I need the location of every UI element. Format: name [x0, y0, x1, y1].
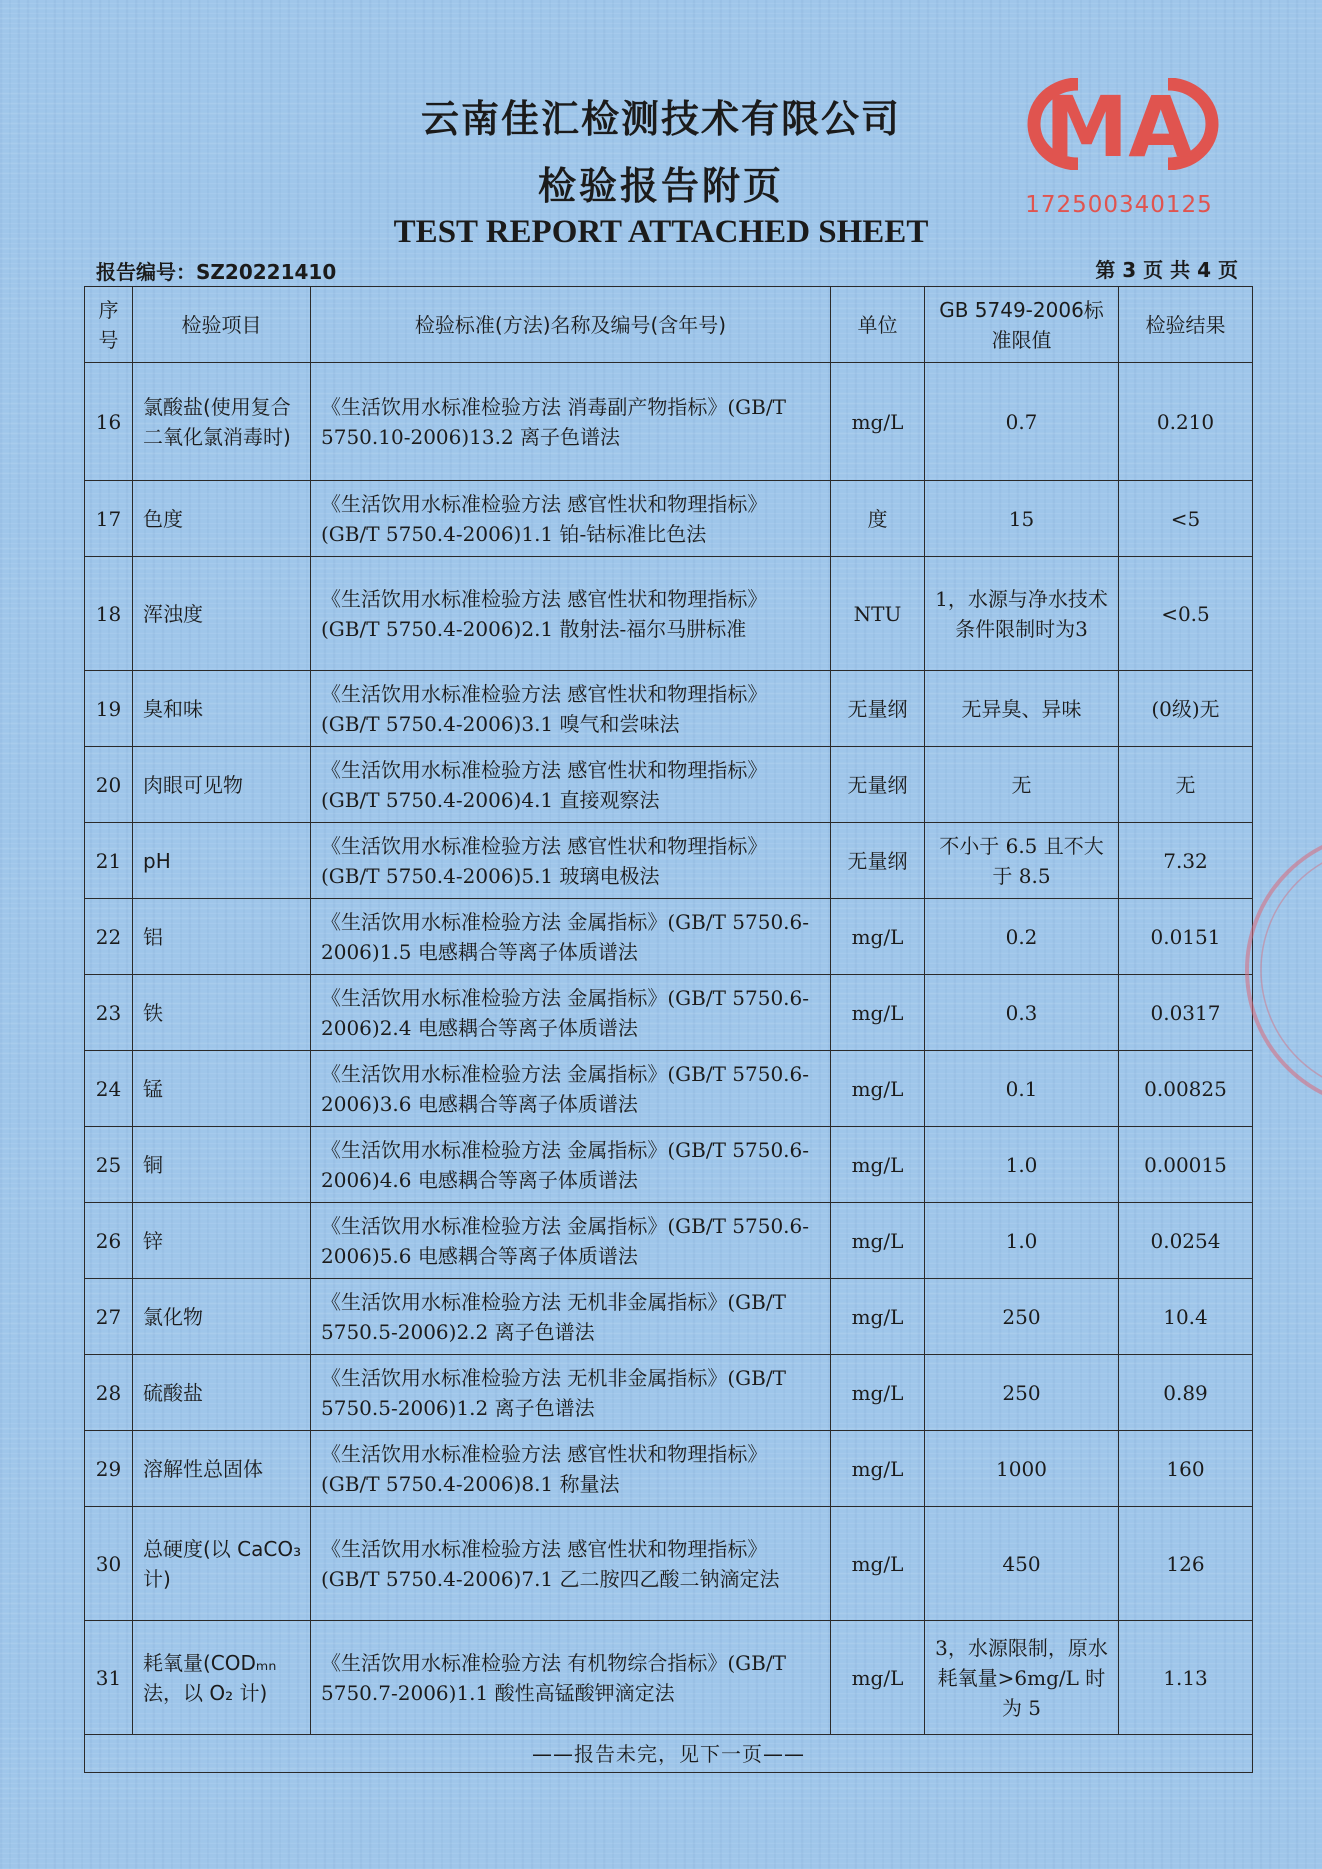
cma-number: 172500340125 — [1025, 192, 1213, 218]
cell-unit: mg/L — [831, 1431, 925, 1507]
cell-no: 28 — [85, 1355, 133, 1431]
cell-unit: mg/L — [831, 975, 925, 1051]
cell-no: 25 — [85, 1127, 133, 1203]
results-table — [84, 286, 1253, 1773]
cell-unit: mg/L — [831, 1051, 925, 1127]
table-footer-row — [85, 1735, 1253, 1773]
cell-method: 《生活饮用水标准检验方法 感官性状和物理指标》(GB/T 5750.4-2006)3.1 嗅气和尝味法 — [311, 671, 831, 747]
table-row — [85, 1279, 1253, 1355]
cell-item: 氯化物 — [133, 1279, 311, 1355]
cell-method: 《生活饮用水标准检验方法 感官性状和物理指标》(GB/T 5750.4-2006)5.1 玻璃电极法 — [311, 823, 831, 899]
cell-item: 浑浊度 — [133, 557, 311, 671]
cell-result: 160 — [1119, 1431, 1253, 1507]
cell-limit: 250 — [925, 1355, 1119, 1431]
table-row — [85, 899, 1253, 975]
table-row — [85, 1051, 1253, 1127]
report-title-en: TEST REPORT ATTACHED SHEET — [393, 214, 929, 250]
cell-unit: mg/L — [831, 1279, 925, 1355]
cell-unit: mg/L — [831, 1127, 925, 1203]
cell-no: 19 — [85, 671, 133, 747]
cell-unit: mg/L — [831, 1507, 925, 1621]
cell-unit: 无量纲 — [831, 823, 925, 899]
cell-item: 耗氧量(CODₘₙ法，以 O₂ 计) — [133, 1621, 311, 1735]
company-name: 云南佳汇检测技术有限公司 — [420, 97, 901, 141]
cell-limit: 0.2 — [925, 899, 1119, 975]
cell-result: 1.13 — [1119, 1621, 1253, 1735]
cell-limit: 0.7 — [925, 363, 1119, 481]
report-title-cn: 检验报告附页 — [537, 164, 784, 208]
cell-result: 0.00015 — [1119, 1127, 1253, 1203]
table-row — [85, 1127, 1253, 1203]
cell-limit: 1000 — [925, 1431, 1119, 1507]
cell-method: 《生活饮用水标准检验方法 感官性状和物理指标》(GB/T 5750.4-2006)8.1 称量法 — [311, 1431, 831, 1507]
cell-no: 16 — [85, 363, 133, 481]
cell-limit: 3，水源限制，原水耗氧量>6mg/L 时为 5 — [925, 1621, 1119, 1735]
table-row — [85, 1621, 1253, 1735]
page-info: 第 3 页 共 4 页 — [1095, 258, 1238, 282]
column-header: 单位 — [831, 287, 925, 363]
cell-limit: 无 — [925, 747, 1119, 823]
cell-result: 10.4 — [1119, 1279, 1253, 1355]
cell-method: 《生活饮用水标准检验方法 金属指标》(GB/T 5750.6-2006)1.5 电感耦合等离子体质谱法 — [311, 899, 831, 975]
cell-item: 肉眼可见物 — [133, 747, 311, 823]
cell-method: 《生活饮用水标准检验方法 感官性状和物理指标》(GB/T 5750.4-2006)1.1 铂-钴标准比色法 — [311, 481, 831, 557]
cell-result: 0.0151 — [1119, 899, 1253, 975]
cell-limit: 450 — [925, 1507, 1119, 1621]
cell-unit: mg/L — [831, 899, 925, 975]
column-header: 检验结果 — [1119, 287, 1253, 363]
cell-result: 0.00825 — [1119, 1051, 1253, 1127]
cell-item: 铜 — [133, 1127, 311, 1203]
table-row — [85, 1431, 1253, 1507]
cell-item: 色度 — [133, 481, 311, 557]
cell-no: 27 — [85, 1279, 133, 1355]
cell-unit: NTU — [831, 557, 925, 671]
cell-no: 31 — [85, 1621, 133, 1735]
cell-item: 总硬度(以 CaCO₃ 计) — [133, 1507, 311, 1621]
cell-unit: 无量纲 — [831, 747, 925, 823]
cell-method: 《生活饮用水标准检验方法 金属指标》(GB/T 5750.6-2006)2.4 电感耦合等离子体质谱法 — [311, 975, 831, 1051]
cell-result: 7.32 — [1119, 823, 1253, 899]
cell-method: 《生活饮用水标准检验方法 无机非金属指标》(GB/T 5750.5-2006)2.2 离子色谱法 — [311, 1279, 831, 1355]
table-row — [85, 481, 1253, 557]
cell-unit: mg/L — [831, 1621, 925, 1735]
cell-result: <5 — [1119, 481, 1253, 557]
cma-logo — [1018, 78, 1220, 170]
cell-limit: 250 — [925, 1279, 1119, 1355]
cell-method: 《生活饮用水标准检验方法 感官性状和物理指标》(GB/T 5750.4-2006)7.1 乙二胺四乙酸二钠滴定法 — [311, 1507, 831, 1621]
column-header: GB 5749-2006标准限值 — [925, 287, 1119, 363]
cell-method: 《生活饮用水标准检验方法 有机物综合指标》(GB/T 5750.7-2006)1.1 酸性高锰酸钾滴定法 — [311, 1621, 831, 1735]
cell-method: 《生活饮用水标准检验方法 感官性状和物理指标》(GB/T 5750.4-2006)2.1 散射法-福尔马肼标准 — [311, 557, 831, 671]
cell-no: 22 — [85, 899, 133, 975]
cell-item: 锰 — [133, 1051, 311, 1127]
cell-method: 《生活饮用水标准检验方法 无机非金属指标》(GB/T 5750.5-2006)1.2 离子色谱法 — [311, 1355, 831, 1431]
cell-no: 18 — [85, 557, 133, 671]
table-row — [85, 823, 1253, 899]
table-footer-note: ——报告未完，见下一页—— — [85, 1735, 1253, 1773]
cell-limit: 1，水源与净水技术条件限制时为3 — [925, 557, 1119, 671]
table-row — [85, 1507, 1253, 1621]
table-row — [85, 671, 1253, 747]
cell-unit: mg/L — [831, 1203, 925, 1279]
table-row — [85, 1203, 1253, 1279]
cell-limit: 无异臭、异味 — [925, 671, 1119, 747]
table-row — [85, 363, 1253, 481]
cell-method: 《生活饮用水标准检验方法 金属指标》(GB/T 5750.6-2006)4.6 电感耦合等离子体质谱法 — [311, 1127, 831, 1203]
cell-item: 溶解性总固体 — [133, 1431, 311, 1507]
cell-unit: 无量纲 — [831, 671, 925, 747]
cell-no: 20 — [85, 747, 133, 823]
cell-unit: 度 — [831, 481, 925, 557]
cell-limit: 0.1 — [925, 1051, 1119, 1127]
cell-method: 《生活饮用水标准检验方法 金属指标》(GB/T 5750.6-2006)5.6 电感耦合等离子体质谱法 — [311, 1203, 831, 1279]
cell-item: 氯酸盐(使用复合二氧化氯消毒时) — [133, 363, 311, 481]
cell-method: 《生活饮用水标准检验方法 感官性状和物理指标》(GB/T 5750.4-2006)4.1 直接观察法 — [311, 747, 831, 823]
cell-result: 126 — [1119, 1507, 1253, 1621]
cell-method: 《生活饮用水标准检验方法 金属指标》(GB/T 5750.6-2006)3.6 电感耦合等离子体质谱法 — [311, 1051, 831, 1127]
column-header: 检验项目 — [133, 287, 311, 363]
cell-unit: mg/L — [831, 363, 925, 481]
cell-result: 0.0254 — [1119, 1203, 1253, 1279]
cell-limit: 1.0 — [925, 1203, 1119, 1279]
cell-result: 0.210 — [1119, 363, 1253, 481]
report-number: 报告编号：SZ20221410 — [96, 260, 337, 284]
table-row — [85, 747, 1253, 823]
cell-no: 21 — [85, 823, 133, 899]
cell-result: 0.89 — [1119, 1355, 1253, 1431]
column-header: 检验标准(方法)名称及编号(含年号) — [311, 287, 831, 363]
cell-limit: 1.0 — [925, 1127, 1119, 1203]
cell-no: 30 — [85, 1507, 133, 1621]
cell-result: 无 — [1119, 747, 1253, 823]
cell-no: 17 — [85, 481, 133, 557]
cell-item: pH — [133, 823, 311, 899]
cell-item: 硫酸盐 — [133, 1355, 311, 1431]
cell-unit: mg/L — [831, 1355, 925, 1431]
cell-item: 铝 — [133, 899, 311, 975]
table-row — [85, 975, 1253, 1051]
cell-limit: 15 — [925, 481, 1119, 557]
table-row — [85, 1355, 1253, 1431]
cell-item: 铁 — [133, 975, 311, 1051]
table-header-row — [85, 287, 1253, 363]
red-seal-stamp — [1235, 820, 1322, 1120]
cell-no: 26 — [85, 1203, 133, 1279]
cell-limit: 不小于 6.5 且不大于 8.5 — [925, 823, 1119, 899]
column-header: 序号 — [85, 287, 133, 363]
table-row — [85, 557, 1253, 671]
cma-logo-text: MA — [1044, 78, 1194, 170]
cell-item: 锌 — [133, 1203, 311, 1279]
cell-limit: 0.3 — [925, 975, 1119, 1051]
cell-item: 臭和味 — [133, 671, 311, 747]
cell-method: 《生活饮用水标准检验方法 消毒副产物指标》(GB/T 5750.10-2006)13.2 离子色谱法 — [311, 363, 831, 481]
cell-no: 29 — [85, 1431, 133, 1507]
cell-result: (0级)无 — [1119, 671, 1253, 747]
cell-no: 23 — [85, 975, 133, 1051]
cell-result: <0.5 — [1119, 557, 1253, 671]
cell-no: 24 — [85, 1051, 133, 1127]
cell-result: 0.0317 — [1119, 975, 1253, 1051]
